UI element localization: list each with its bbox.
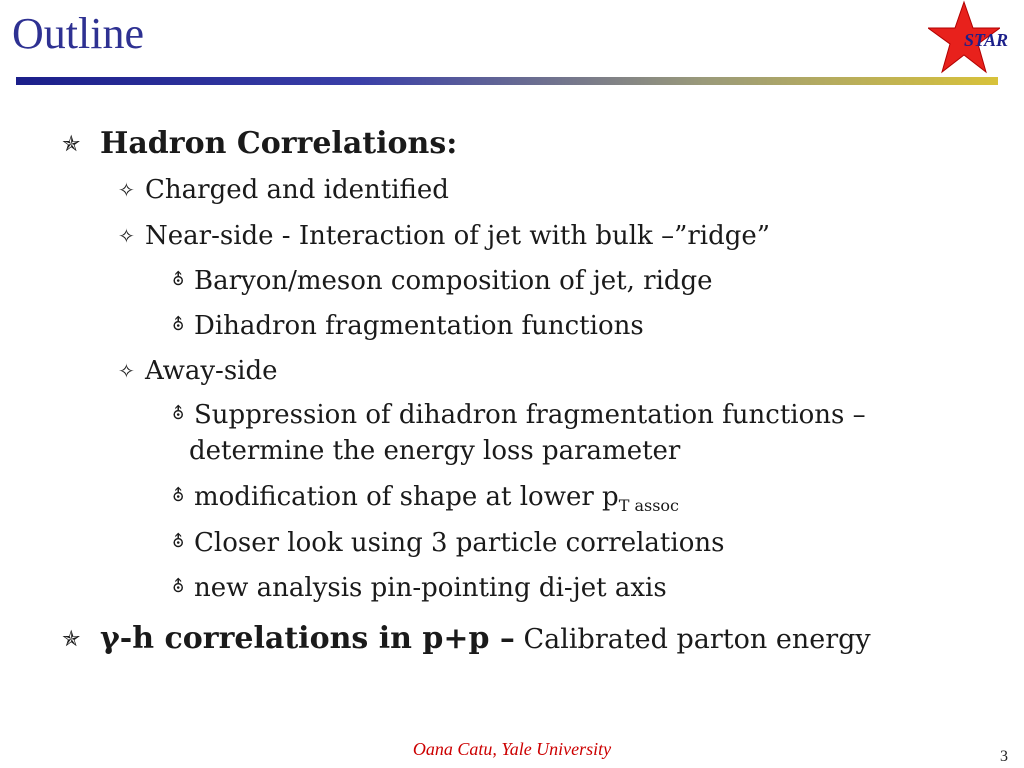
bullet-text: Hadron Correlations:: [100, 126, 458, 161]
pennant-bullet-icon: ⛢: [172, 270, 185, 290]
bullet-text: Away-side: [145, 356, 278, 386]
bullet-continuation: [189, 436, 680, 467]
bullet-text: Dihadron fragmentation functions: [194, 311, 644, 341]
page-number: 3: [1000, 748, 1008, 765]
bullet-text: determine the energy loss parameter: [189, 436, 681, 466]
bullet-text-bold: γ-h correlations in p+p –: [100, 621, 515, 656]
bullet-text-group: [100, 621, 871, 657]
diamond-star-bullet-icon: ✧: [118, 224, 135, 248]
slide-title: Outline: [12, 9, 144, 58]
pennant-bullet-icon: ⛢: [172, 404, 185, 424]
bullet-text-group: [194, 482, 679, 515]
logo-text: STAR: [964, 30, 1009, 50]
star-bullet-icon: ✯: [62, 132, 81, 157]
diamond-star-bullet-icon: ✧: [118, 359, 135, 383]
diamond-star-bullet-icon: ✧: [118, 178, 135, 202]
bullet-text: Closer look using 3 particle correlations: [194, 528, 725, 558]
footer-author: Oana Catu, Yale University: [412, 739, 612, 759]
bullet-text: new analysis pin-pointing di-jet axis: [194, 573, 667, 603]
title-divider: [16, 77, 998, 85]
pennant-bullet-icon: ⛢: [172, 486, 185, 506]
pennant-bullet-icon: ⛢: [172, 532, 185, 552]
star-bullet-icon: ✯: [62, 627, 81, 652]
bullet-text: Charged and identified: [145, 175, 449, 205]
bullet-text: Calibrated parton energy: [514, 624, 871, 655]
pennant-bullet-icon: ⛢: [172, 315, 185, 335]
bullet-text: modification of shape at lower p: [194, 482, 619, 512]
subscript-text: T assoc: [618, 496, 679, 515]
bullet-text: Suppression of dihadron fragmentation functions –: [194, 400, 866, 430]
pennant-bullet-icon: ⛢: [172, 577, 185, 597]
bullet-text: Baryon/meson composition of jet, ridge: [194, 266, 713, 296]
bullet-text: Near-side - Interaction of jet with bulk –”ridge”: [145, 221, 771, 251]
